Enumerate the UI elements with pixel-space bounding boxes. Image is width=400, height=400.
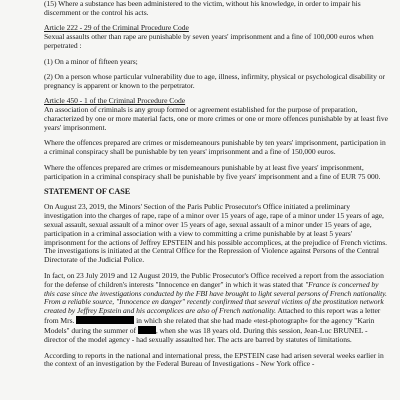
offences-five-years: Where the offences prepared are crimes or misdemeanours punishable by at least five years' imprisonment, participation in a criminal conspiracy shall be punishable by five years' imprisonment and a fine of EUR 75 000. <box>44 162 381 181</box>
redacted-year <box>138 326 156 334</box>
redacted-name <box>76 316 134 324</box>
article-222-intro: Sexual assaults other than rape are punishable by seven years' imprisonment and a fine of 100,000 euros when perpetrated : <box>44 32 374 51</box>
article-222-heading: Article 222 - 29 of the Criminal Procedure Code <box>44 23 189 33</box>
statement-p2-end: , when she was 18 years old. During this session, Jean-Luc BRUNEL - director of the model agency - had sexually assaulted her. The acts are barred by statutes of limitations. <box>44 326 368 345</box>
statement-p2-related: in which she related that she had made «test-photograph» for the agency "Karin Models" during the summer of <box>44 316 375 336</box>
statement-paragraph-2 <box>44 272 390 345</box>
statement-paragraph-1: On August 23, 2019, the Minors' Section of the Paris Public Prosecutor's Office initiated a preliminary investigation into the charges of rape, rape of a minor over 15 years of age, rape of a minor under 15 years of age, sexual assault, sexual assault of a minor over 15 years of age, sexual assault of a minor under 15 years of age, participation in a criminal association with a view to committing a crime punishable by at least 5 years' imprisonment for the actions of Jeffrey EPSTEIN and his possible accomplices, at the prejudice of French victims. The investigations is initiated at the Central Office for the Repression of Violence against Persons of the Central Directorate of the Judicial Police. <box>44 201 388 265</box>
statement-paragraph-3: According to reports in the national and international press, the EPSTEIN case had arisen several weeks earlier in the context of an investigation by the Federal Bureau of Investigations - New York office - <box>44 350 384 369</box>
article-222-item-2: (2) On a person whose particular vulnerability due to age, illness, infirmity, physical or psychological disability or pregnancy is apparent or known to the perpetrator. <box>44 71 385 90</box>
article-450-heading: Article 450 - 1 of the Criminal Procedure Code <box>44 96 186 106</box>
statement-p2-quote: "France is concerned by this case since the investigations conducted by the FBI have brought to light several persons of French nationality. From a reliable source, "Innocence en danger" recently confirmed that several victims of the prostitution network created by Jeffrey Epstein and his accomplices are also of French nationality. <box>44 279 387 316</box>
statement-of-case-title: STATEMENT OF CASE <box>44 187 131 196</box>
offences-ten-years: Where the offences prepared are crimes or misdemeanours punishable by ten years' imprisonment, participation in a criminal conspiracy shall be punishable by ten years' imprisonment and a fine of 150,000 euros. <box>44 138 386 157</box>
paragraph-item-15: (15) Where a substance has been administered to the victim, without his knowledge, in order to impair his discernment or the control his acts. <box>44 0 361 17</box>
article-222-item-1: (1) On a minor of fifteen years; <box>44 56 138 66</box>
document-body <box>44 0 390 376</box>
statement-p2-intro: In fact, on 23 July 2019 and 12 August 2019, the Public Prosecutor's Office received a report from the association for the defense of children's interests "Innocence en danger" in which it was stated that <box>44 270 384 289</box>
article-450-text: An association of criminals is any group formed or agreement established for the purpose of preparation, characterized by one or more material facts, one or more crimes or one or more offences punishable by at least five years' imprisonment. <box>44 105 388 132</box>
statement-p2-attachment: Attached to this report was a letter from Mrs. <box>44 306 381 326</box>
